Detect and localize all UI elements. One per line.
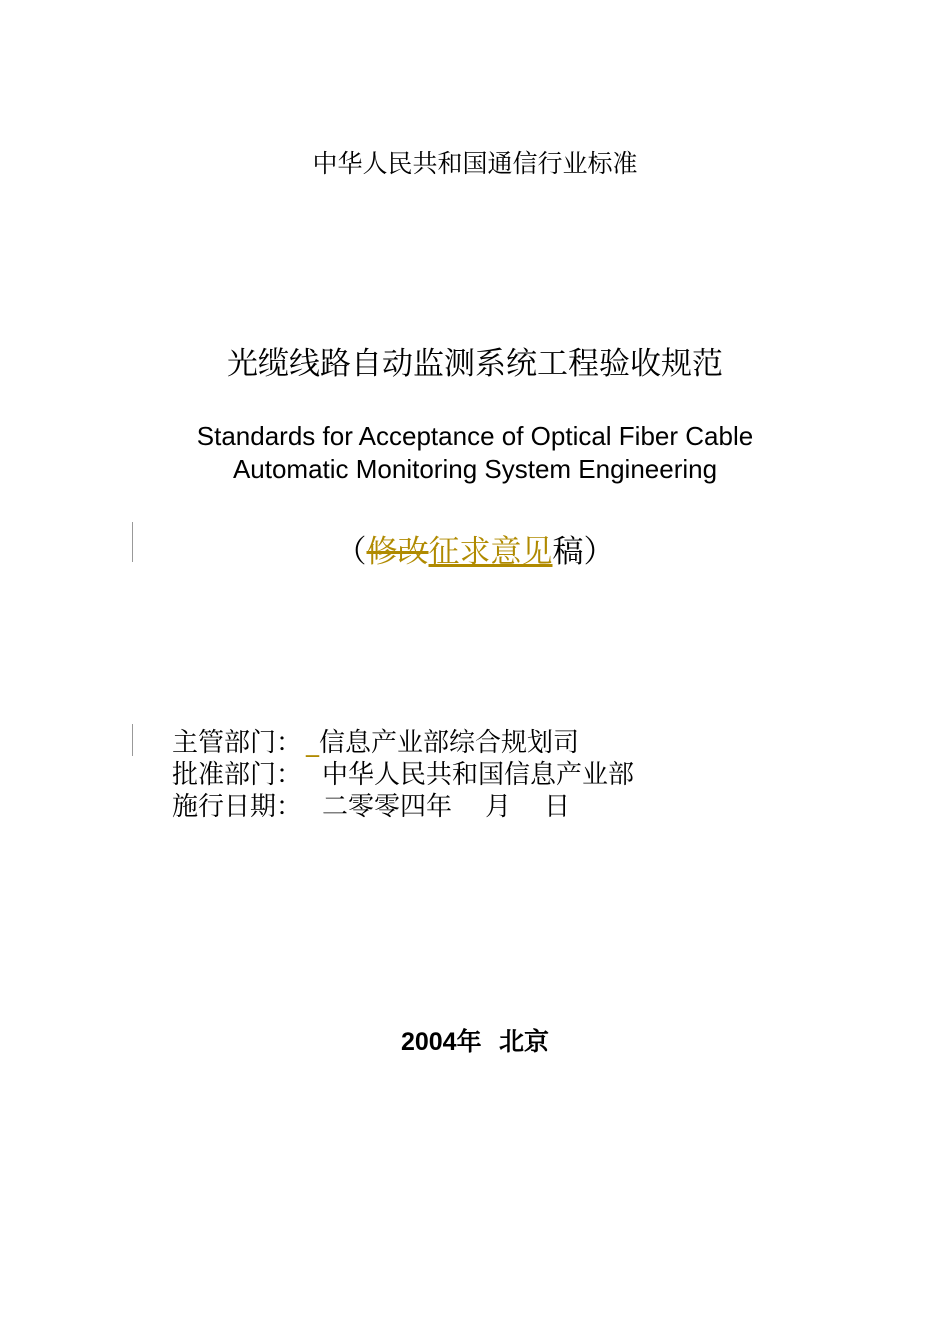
title-english-line2: Automatic Monitoring System Engineering [232,454,718,484]
info-value: 信息产业部综合规划司 [319,728,580,758]
draft-inserted-text: 征求意见 [428,534,553,570]
info-label: 主管部门： [172,728,303,758]
draft-open-paren: （ [335,534,367,570]
info-value: 二零零四年 月 日 [322,792,571,822]
footer-rest: 年 北京 [456,1027,550,1056]
info-label: 批准部门： [172,760,303,790]
info-row-approval [172,759,634,791]
info-row-authority [172,727,634,759]
draft-deleted-text: 修改 [366,534,429,570]
footer-year: 2004 [400,1028,457,1056]
info-block [172,727,634,823]
revision-mark: _ [306,728,320,758]
title-chinese: 光缆线路自动监测系统工程验收规范 [227,346,723,382]
title-english-line1: Standards for Acceptance of Optical Fiber Cable [196,421,754,451]
info-value: 中华人民共和国信息产业部 [322,760,635,790]
draft-plain-text: 稿 [552,534,584,570]
footer-date-place [0,1022,950,1058]
standard-header: 中华人民共和国通信行业标准 [312,149,638,178]
title-english [0,420,950,486]
revision-margin-bar [132,724,133,756]
draft-close-paren: ） [583,534,615,570]
info-row-effective-date [172,791,634,823]
draft-status [0,526,950,571]
info-label: 施行日期： [172,792,303,822]
